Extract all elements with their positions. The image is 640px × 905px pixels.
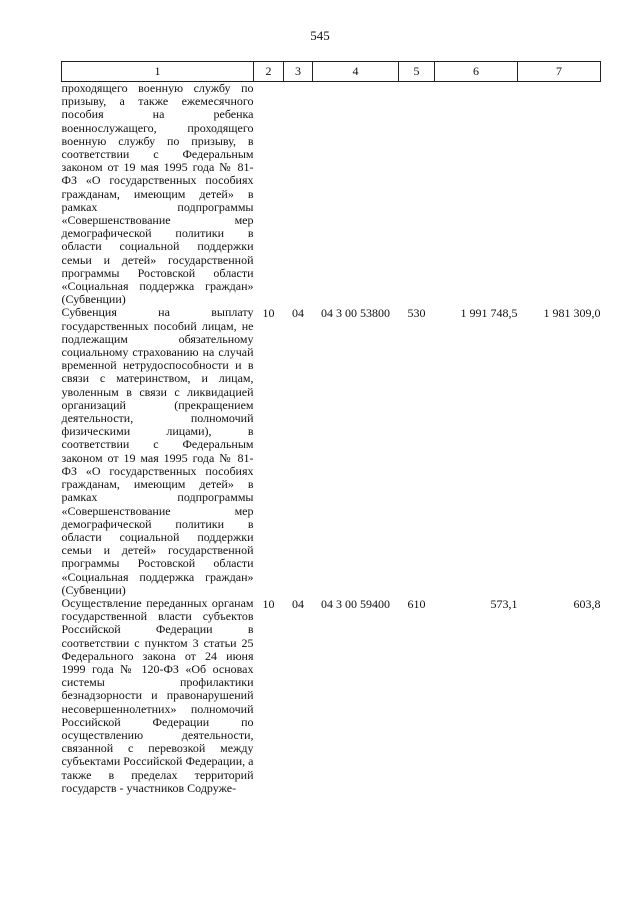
row-amount-2 <box>518 82 601 307</box>
row-expense-type: 610 <box>407 596 426 611</box>
row-section <box>254 82 284 307</box>
row-target-code <box>313 82 399 307</box>
row-target-code: 04 3 00 53800 <box>321 306 390 321</box>
row-subsection: 04 <box>292 306 304 321</box>
row-amount-1 <box>435 82 518 307</box>
table-row <box>62 306 601 596</box>
row-subsection: 04 <box>292 596 304 611</box>
column-header-6: 6 <box>435 62 518 82</box>
row-section: 10 <box>262 596 275 611</box>
row-subsection <box>284 82 313 307</box>
column-header-5: 5 <box>399 62 435 82</box>
row-section: 10 <box>262 306 275 321</box>
table-header-row <box>62 62 601 82</box>
row-amount-2: 1 981 309,0 <box>543 306 601 321</box>
table-row <box>62 597 601 795</box>
row-amount-2: 603,8 <box>573 596 601 611</box>
column-header-7: 7 <box>518 62 601 82</box>
row-description: проходящего военную службу по призыву, а также ежемесячного пособия на ребенка военнослужащего, проходящего военную службу по призыву, в соответствии с Федеральным законом от 19 мая 1995 года № 81-ФЗ «О государственных пособиях гражданам, имеющим детей» в рамках подпрограммы «Совершенствование мер демографической политики в области социальной поддержки семьи и детей» государственной программы Ростовской области «Социальная поддержка граждан» (Субвенции) <box>61 81 254 307</box>
row-amount-1: 573,1 <box>490 596 518 611</box>
row-expense-type: 530 <box>407 306 426 321</box>
column-header-1: 1 <box>62 62 254 82</box>
row-amount-1: 1 991 748,5 <box>460 306 518 321</box>
row-target-code: 04 3 00 59400 <box>321 596 390 611</box>
column-header-3: 3 <box>284 62 313 82</box>
page-number: 545 <box>310 28 330 43</box>
column-header-2: 2 <box>254 62 284 82</box>
row-description: Субвенция на выплату государственных пособий лицам, не подлежащим обязательному социальному страхованию на случай временной нетрудоспособности и в связи с материнством, и лицам, уволенным в связи с ликвидацией организаций (прекращением деятельности, полномочий физическими лицами), в соответствии с Федеральным законом от 19 мая 1995 года № 81-ФЗ «О государственных пособиях гражданам, имеющим детей» в рамках подпрограммы «Совершенствование мер демографической политики в области социальной поддержки семьи и детей» государственной программы Ростовской области «Социальная поддержка граждан» (Субвенции) <box>61 305 254 597</box>
row-expense-type <box>399 82 435 307</box>
row-description: Осуществление переданных органам государственной власти субъектов Российской Федерации в соответствии с пунктом 3 статьи 25 Федерального закона от 24 июня 1999 года № 120-ФЗ «Об основах системы профилактики безнадзорности и правонарушений несовершеннолетних» полномочий Российской Федерации по осуществлению деятельности, связанной с перевозкой между субъектами Российской Федерации, а также в пределах территорий государств - участников Содруже- <box>61 595 254 795</box>
column-header-4: 4 <box>313 62 399 82</box>
table-row <box>62 82 601 307</box>
budget-table <box>61 61 601 795</box>
